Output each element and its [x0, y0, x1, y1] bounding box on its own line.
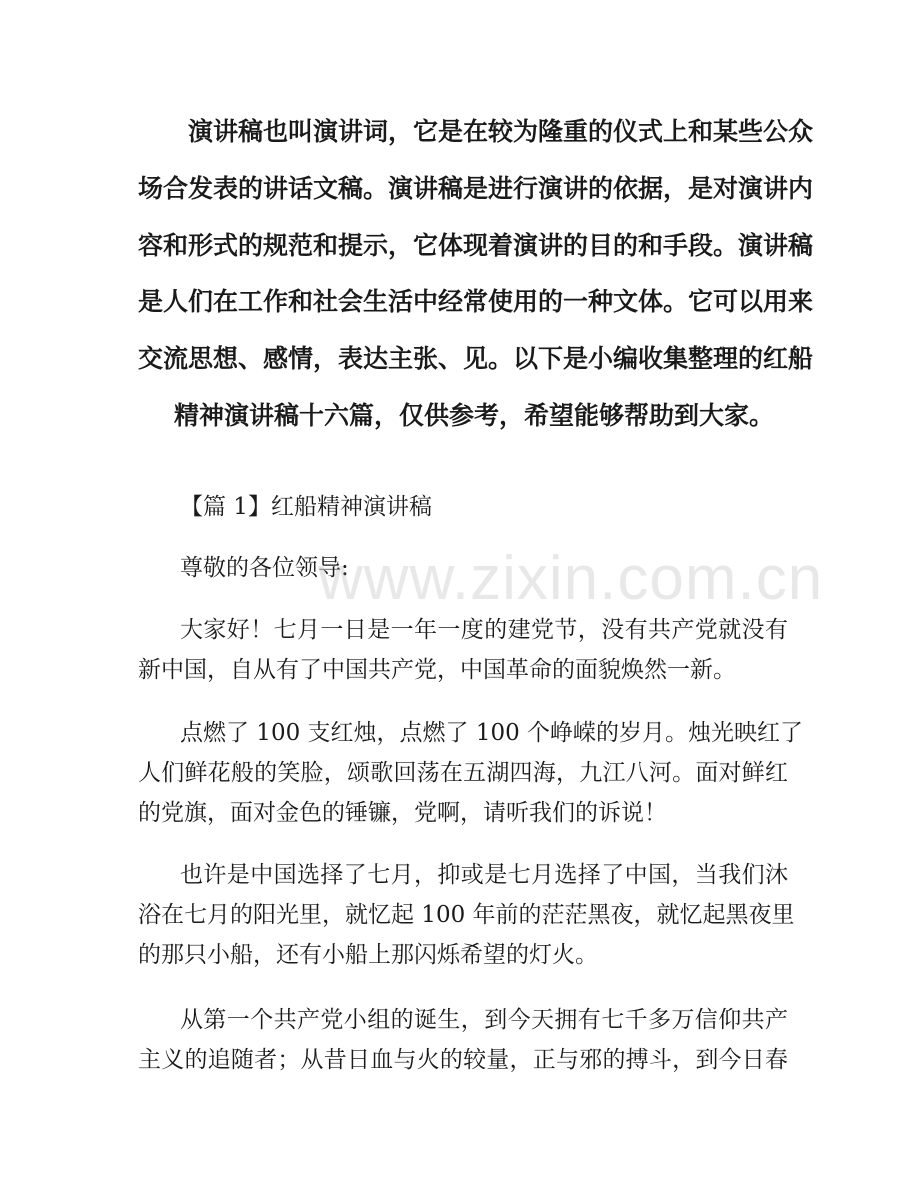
greeting: 尊敬的各位领导: — [180, 555, 349, 581]
intro-line: 演讲稿也叫演讲词，它是在较为隆重的仪式上和某些公众 — [188, 117, 814, 146]
intro-line: 是人们在工作和社会生活中经常使用的一种文体。它可以用来 — [138, 287, 814, 317]
intro-line: 交流思想、感情，表达主张、见。以下是小编收集整理的红船 — [138, 344, 814, 374]
intro-line: 容和形式的规范和提示，它体现着演讲的目的和手段。演讲稿 — [138, 230, 814, 260]
intro-paragraph — [138, 104, 814, 445]
paragraph-2: 点燃了 100 支红烛，点燃了 100 个峥嵘的岁月。烛光映红了 人们鲜花般的笑脸，颂歌回荡在五湖四海，九江八河。面对鲜红 的党旗，面对金色的锤镰，党啊，请听我们的诉说！ — [138, 720, 804, 826]
paragraph-3: 也许是中国选择了七月，抑或是七月选择了中国，当我们沐 浴在七月的阳光里，就忆起 100 年前的茫茫黑夜，就忆起黑夜里 的那只小船，还有小船上那闪烁希望的灯火。 — [138, 862, 795, 968]
paragraph-4: 从第一个共产党小组的诞生，到今天拥有七千多万信仰共产 主义的追随者；从昔日血与火的较量，正与邪的搏斗，到今日春 — [138, 1007, 788, 1073]
watermark: www.zixin.com.cn — [318, 544, 824, 613]
intro-line: 精神演讲稿十六篇，仅供参考，希望能够帮助到大家。 — [174, 400, 775, 430]
paragraph-1: 大家好！七月一日是一年一度的建党节，没有共产党就没有 新中国，自从有了中国共产党，中国革命的面貌焕然一新。 — [138, 617, 788, 683]
section-heading: 【篇 1】红船精神演讲稿 — [180, 494, 432, 520]
intro-line: 场合发表的讲话文稿。演讲稿是进行演讲的依据，是对演讲内 — [138, 173, 814, 203]
